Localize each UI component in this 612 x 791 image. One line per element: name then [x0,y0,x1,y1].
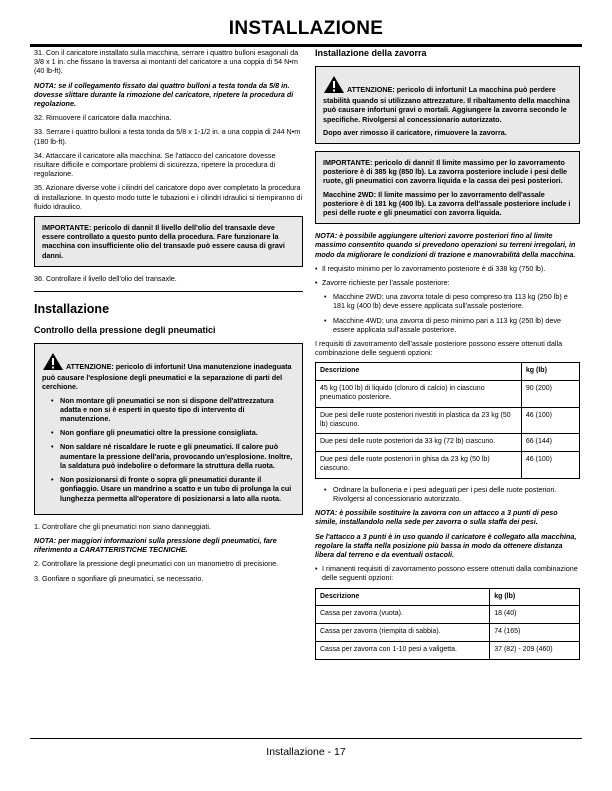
ballast-box-table [315,588,580,660]
bullet-min-ballast: • Il requisito minimo per lo zavorramento posteriore è di 338 kg (750 lb). [315,264,580,273]
note-tire-pressure: NOTA: per maggiori informazioni sulla pressione degli pneumatici, fare riferimento a CARATTERISTICHE TECNICHE. [34,535,277,555]
warning-triangle-icon [323,75,345,96]
step-34: 34. Attaccare il caricatore alla macchina. Se l'attacco del caricatore dovesse risultare difficile e comportare problemi di sicurezza, ripetere la procedura di regolazione. [34,150,276,179]
important-ballast-text-1: IMPORTANTE: pericolo di danni! Il limite massimo per lo zavorramento posteriore è di 385 kg (850 lb). La zavorra posteriore include i pesi delle ruote, gli pneumatici con zavorra liquida e la cassa dei pesi posteriori. [323,158,568,186]
table-row [316,381,580,408]
note-3-point-hitch-2: Se l'attacco a 3 punti è in uso quando il caricatore è collegato alla macchina, regolare la staffa nella posizione più bassa in modo da ottenere distanza libera dal terreno e da eventuali ostacoli. [315,531,577,560]
bullet-remaining-ballast: • I rimanenti requisiti di zavorramento possono essere ottenuti dalla combinazione delle seguenti opzioni: [315,564,580,582]
ballast-warning-box [315,66,580,144]
tire-warning-bullet: • Non saldare né riscaldare le ruote e gli pneumatici. Il calore può aumentare la pressione dell'aria, provocando un'esplosione. Inoltre, la saldatura può indebolire o deformare la struttura della ruota. [60,442,295,470]
important-ballast-text-2: Macchine 2WD: Il limite massimo per lo zavorramento dell'assale posteriore è di 181 kg (400 lb). La zavorra dell'assale posteriore include i pesi delle ruote e gli pneumatici con zavorra liquida. [323,189,571,218]
table-cell: 46 (100) [521,407,579,434]
table-row [316,642,580,660]
table-header-cell: Descrizione [316,588,490,606]
step-36: 36. Controllare il livello dell'olio del transaxle. [34,273,177,283]
header-rule [30,44,582,47]
step-35: 35. Azionare diverse volte i cilindri del caricatore dopo aver completato la procedura di installazione. In questo modo tutte le tubazioni e i cilindri idraulici si riempiranno di fluido idraulico. [34,183,303,211]
tire-warning-intro: ATTENZIONE: pericolo di infortuni! Una manutenzione inadeguata può causare l'esplosione degli pneumatici e la separazione di parti del cerchione. [42,362,292,392]
step-32: 32. Rimuovere il caricatore dalla macchina. [34,113,172,123]
important-transaxle-text: IMPORTANTE: pericolo di danni! Il livello dell'olio del transaxle deve essere controllato a questo punto della procedura. Fare funzionare la macchina con insufficiente olio del transaxle può essere causa di gravi danni. [42,223,285,260]
important-ballast-box [315,151,580,224]
step-33: 33. Serrare i quattro bulloni a testa tonda da 5/8 x 1-1/2 in. a una coppia di 244 N•m (180 lb-ft). [34,127,301,146]
table-cell: 90 (200) [521,381,579,408]
note-step-31: NOTA: se il collegamento fissato dai quattro bulloni a testa tonda da 5/8 in. dovesse slittare durante la rimozione del caricatore, ripetere la procedura di regolazione. [34,80,294,109]
table-header-cell: kg (lb) [490,588,580,606]
tire-warning-bullet: • Non montare gli pneumatici se non si dispone dell'attrezzatura adatta e non si è esperti in questo tipo di intervento di manutenzione. [60,396,295,424]
table-cell: 37 (82) - 209 (460) [490,642,580,660]
footer-rule [30,738,582,739]
section-divider [34,291,303,292]
warning-triangle-icon [42,352,64,373]
ballast-warning-after: Dopo aver rimosso il caricatore, rimuovere la zavorra. [323,127,507,137]
ballast-sub-bullet: • Macchine 2WD: una zavorra totale di peso compreso tra 113 kg (250 lb) e 181 kg (400 lb) deve essere applicata sull'assale posteriore. [333,292,580,310]
bullet-required-ballast: • Zavorre richieste per l'assale posteriore: [315,278,580,287]
table-header-cell: kg (lb) [521,363,579,381]
ballast-warning-intro: ATTENZIONE: pericolo di infortuni! La macchina può perdere stabilità quando si utilizzano attrezzature. Il ribaltamento della macchina può causare infortuni gravi o mortali. Aggiungere la zavorra secondo le specifiche. Rivolgersi al concessionario autorizzato. [323,85,570,124]
subsection-title-tire-pressure: Controllo della pressione degli pneumatici [34,325,216,336]
table-cell: Cassa per zavorra (riempita di sabbia). [316,624,490,642]
right-column [315,48,580,666]
page-footer: Installazione - 17 [266,746,346,758]
table-row [316,624,580,642]
section-title-ballast: Installazione della zavorra [315,48,427,58]
table-header-cell: Descrizione [316,363,522,381]
page-title: INSTALLAZIONE [228,18,384,39]
table-cell: 66 (144) [521,434,579,452]
table-cell: Cassa per zavorra con 1-10 pesi a valigetta. [316,642,490,660]
note-3-point-hitch: NOTA: è possibile sostituire la zavorra con un attacco a 3 punti di peso simile, installandolo nella sede per zavorra o sulla staffa dei pesi. [315,508,558,527]
table-cell: Due pesi delle ruote posteriori da 33 kg (72 lb) ciascuno. [316,434,522,452]
section-title-installazione: Installazione [34,302,110,317]
table-header-row [316,363,580,381]
table-cell: 18 (40) [490,606,580,624]
requirements-intro: I requisiti di zavorramento dell'assale posteriore possono essere ottenuti dalla combinazione delle seguenti opzioni: [315,339,563,358]
tire-warning-bullet: • Non posizionarsi di fronte o sopra gli pneumatici durante il gonfiaggio. Usare un mandrino a scatto e un tubo di prolunga la cui lunghezza permetta all'operatore di posizionarsi a lato alla ruota. [60,475,295,503]
table-row [316,434,580,452]
rear-axle-ballast-table [315,362,580,478]
left-column [34,48,303,588]
table-row [316,407,580,434]
note-ballast: NOTA: è possibile aggiungere ulteriori zavorre posteriori fino al limite massimo consentito quando si prevedono operazioni su terreni irregolari, in modo da migliorare le condizioni di trazione e manovrabilità della macchina. [315,231,576,259]
tire-step-3: 3. Gonfiare o sgonfiare gli pneumatici, se necessario. [34,573,204,583]
tire-warning-box [34,343,303,515]
table-row [316,606,580,624]
important-transaxle-box [34,216,303,267]
step-31: 31. Con il caricatore installato sulla macchina, serrare i quattro bulloni esagonali da 3/8 x 1 in. che fissano la traversa ai montanti del caricatore a una coppia di 54 N•m (40 lb-ft). [34,48,299,76]
table-cell: 46 (100) [521,452,579,479]
tire-step-1: 1. Controllare che gli pneumatici non siano danneggiati. [34,521,212,531]
tire-warning-bullet: • Non gonfiare gli pneumatici oltre la pressione consigliata. [60,428,295,437]
table-cell: 45 kg (100 lb) di liquido (cloruro di calcio) in ciascuno pneumatico posteriore. [316,381,522,408]
tire-step-2: 2. Controllare la pressione degli pneumatici con un manometro di precisione. [34,559,279,569]
table-cell: Due pesi delle ruote posteriori in ghisa da 23 kg (50 lb) ciascuno. [316,452,522,479]
table-cell: Due pesi delle ruote posteriori rivestiti in plastica da 23 kg (50 lb) ciascuno. [316,407,522,434]
table-cell: Cassa per zavorra (vuota). [316,606,490,624]
table-row [316,452,580,479]
table-cell: 74 (165) [490,624,580,642]
ballast-sub-bullet: • Macchine 4WD: una zavorra di peso minimo pari a 113 kg (250 lb) deve essere applicata sull'assale posteriore. [333,316,580,334]
table-header-row [316,588,580,606]
bullet-hardware: • Ordinare la bulloneria e i pesi adeguati per i pesi delle ruote posteriori. Rivolgersi al concessionario autorizzato. [333,485,580,503]
